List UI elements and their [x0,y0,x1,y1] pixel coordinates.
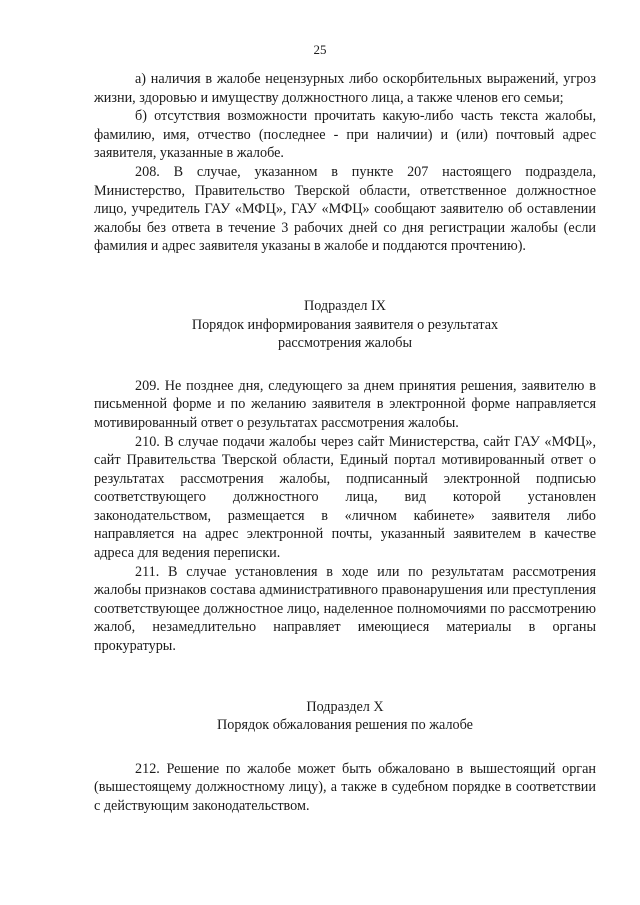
paragraph-211: 211. В случае установления в ходе или по результатам рассмотрения жалобы признаков состава административного правонарушения или преступления соответствующее должностное лицо, наделенное полномочиями по рассмотрению жалоб, незамедлительно направляет имеющиеся материалы в органы прокуратуры. [94,563,596,655]
section-ix-heading [94,297,596,353]
paragraph-212: 212. Решение по жалобе может быть обжаловано в вышестоящий орган (вышестоящему должностному лицу), а также в судебном порядке в соответствии с действующим законодательством. [94,760,596,814]
paragraph-209: 209. Не позднее дня, следующего за днем принятия решения, заявителю в письменной форме и по желанию заявителя в электронной форме направляется мотивированный ответ о результатах рассмотрения жалобы. [94,377,596,431]
section-ix-title-line1: Порядок информирования заявителя о результатах [191,316,499,333]
paragraph-b: б) отсутствия возможности прочитать какую-либо часть текста жалобы, фамилию, имя, отчество (последнее - при наличии) и (или) почтовый адрес заявителя, указанные в жалобе. [94,108,596,162]
section-ix-label: Подраздел IX [303,297,386,314]
paragraph-208: 208. В случае, указанном в пункте 207 настоящего подраздела, Министерство, Правительство Тверской области, ответственное должностное лицо, учредитель ГАУ «МФЦ», ГАУ «МФЦ» сообщают заявителю об оставлении жалобы без ответа в течение 3 рабочих дней со дня регистрации жалобы (если фамилия и адрес заявителя указаны в жалобе и поддаются прочтению). [94,163,596,255]
section-x-heading [94,698,596,735]
section-ix-title-line2: рассмотрения жалобы [277,335,413,352]
section-x-label: Подраздел X [306,698,384,715]
section-x-title-line1: Порядок обжалования решения по жалобе [217,717,473,734]
paragraph-a: а) наличия в жалобе нецензурных либо оскорбительных выражений, угроз жизни, здоровью и имуществу должностного лица, а также членов его семьи; [94,71,596,106]
page-number: 25 [313,42,327,57]
document-body [94,70,596,816]
paragraph-210: 210. В случае подачи жалобы через сайт Министерства, сайт ГАУ «МФЦ», сайт Правительства Тверской области, Единый портал мотивированный ответ о результатах рассмотрения жалобы, подписанный электронной подписью соответствующего должностного лица, вид которой установлен законодательством, размещается в «личном кабинете» заявителя либо направляется на адрес электронной почты, указанный заявителем в качестве адреса для ведения переписки. [94,433,596,562]
